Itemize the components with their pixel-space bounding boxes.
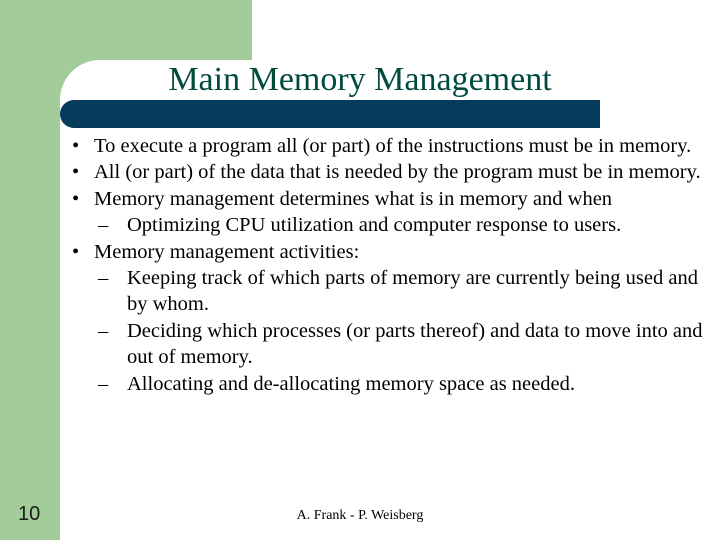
bullet-item bbox=[72, 186, 714, 212]
sub-bullet-text: Keeping track of which parts of memory are currently being used and by whom. bbox=[127, 267, 698, 316]
sub-bullet-text: Deciding which processes (or parts thereof) and data to move into and out of memory. bbox=[127, 319, 703, 369]
footer-authors: A. Frank - P. Weisberg bbox=[296, 508, 424, 523]
dash-marker: – bbox=[98, 214, 109, 237]
slide-title: Main Memory Management bbox=[168, 61, 552, 98]
page-number: 10 bbox=[18, 503, 41, 525]
dash-marker: – bbox=[98, 319, 109, 342]
bullet-text: All (or part) of the data that is needed by the program must be in memory. bbox=[94, 161, 701, 184]
sub-bullet-item bbox=[72, 371, 714, 397]
bullet-marker: • bbox=[72, 161, 80, 184]
sub-bullet-text: Allocating and de-allocating memory space as needed. bbox=[127, 372, 575, 395]
title-underline-bar bbox=[60, 100, 600, 128]
dash-marker: – bbox=[98, 372, 109, 395]
bullet-item bbox=[72, 239, 714, 265]
decorative-green-strip bbox=[0, 128, 60, 540]
sub-bullet-item bbox=[72, 212, 714, 238]
sub-bullet-text: Optimizing CPU utilization and computer response to users. bbox=[127, 214, 622, 237]
bullet-text: Memory management determines what is in memory and when bbox=[94, 187, 613, 210]
bullet-item bbox=[72, 133, 714, 159]
sub-bullet-item bbox=[72, 318, 714, 371]
bullet-marker: • bbox=[72, 187, 80, 210]
bullet-text: Memory management activities: bbox=[94, 240, 360, 263]
bullet-text: To execute a program all (or part) of the instructions must be in memory. bbox=[94, 135, 692, 157]
sub-bullet-item bbox=[72, 265, 714, 318]
dash-marker: – bbox=[98, 267, 109, 290]
bullet-marker: • bbox=[72, 135, 80, 157]
bullet-marker: • bbox=[72, 240, 80, 263]
bullet-item bbox=[72, 159, 714, 185]
bullet-list bbox=[72, 133, 714, 397]
